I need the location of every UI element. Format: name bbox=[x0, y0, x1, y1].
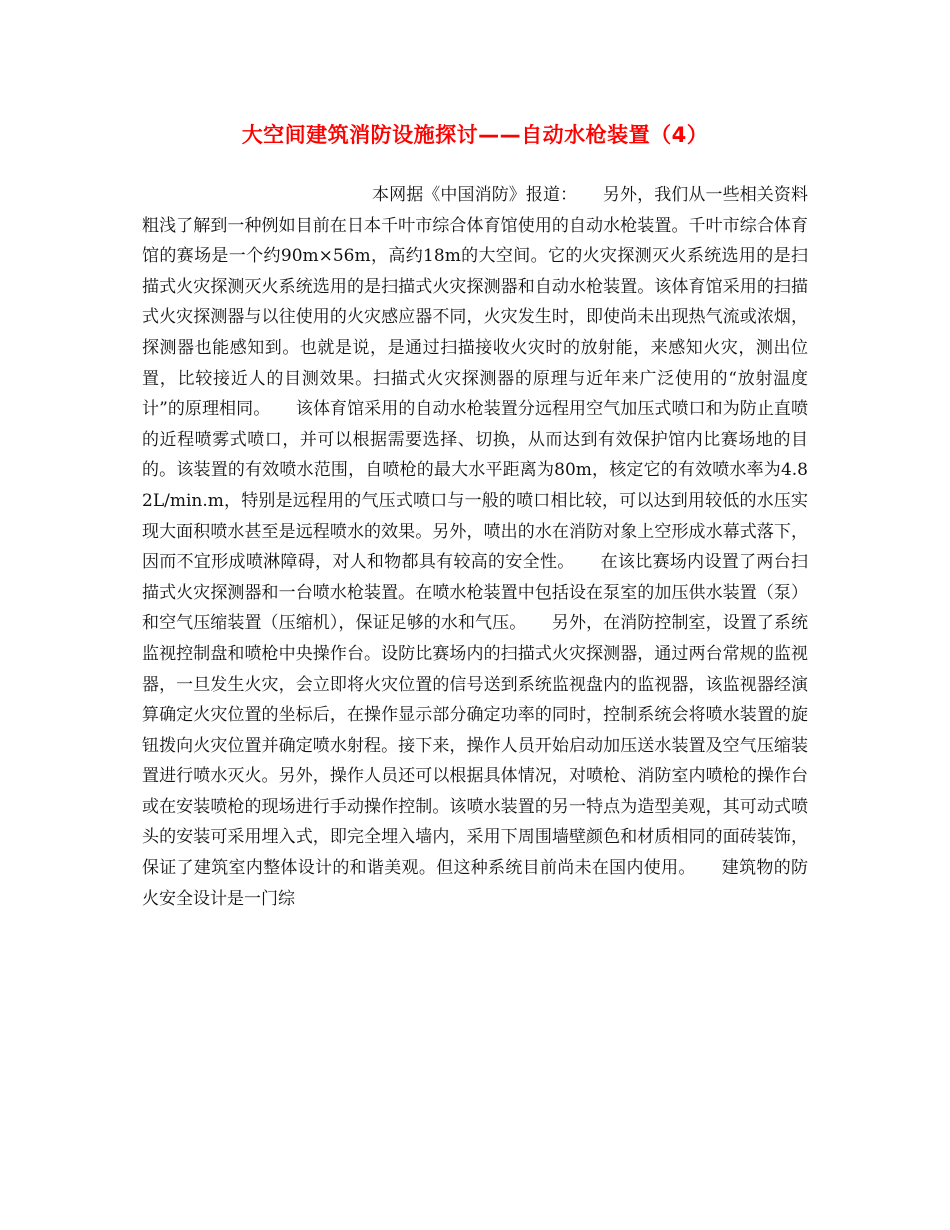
article-body: 本网据《中国消防》报道： 另外，我们从一些相关资料粗浅了解到一种例如目前在日本千叶市综合体育馆使用的自动水枪装置。千叶市综合体育馆的赛场是一个约90m×56m，高约18m的大空间。它的火灾探测灭火系统选用的是扫描式火灾探测灭火系统选用的是扫描式火灾探测器和自动水枪装置。该体育馆采用的扫描式火灾探测器与以往使用的火灾感应器不同，火灾发生时，即使尚未出现热气流或浓烟，探测器也能感知到。也就是说，是通过扫描接收火灾时的放射能，来感知火灾，测出位置，比较接近人的目测效果。扫描式火灾探测器的原理与近年来广泛使用的“放射温度计”的原理相同。 该体育馆采用的自动水枪装置分远程用空气加压式喷口和为防止直喷的近程喷雾式喷口，并可以根据需要选择、切换，从而达到有效保护馆内比赛场地的目的。该装置的有效喷水范围，自喷枪的最大水平距离为80m，核定它的有效喷水率为4.82L/min.m，特别是远程用的气压式喷口与一般的喷口相比较，可以达到用较低的水压实现大面积喷水甚至是远程喷水的效果。另外，喷出的水在消防对象上空形成水幕式落下，因而不宜形成喷淋障碍，对人和物都具有较高的安全性。 在该比赛场内设置了两台扫描式火灾探测器和一台喷水枪装置。在喷水枪装置中包括设在泵室的加压供水装置（泵）和空气压缩装置（压缩机），保证足够的水和气压。 另外，在消防控制室，设置了系统监视控制盘和喷枪中央操作台。设防比赛场内的扫描式火灾探测器，通过两台常规的监视器，一旦发生火灾，会立即将火灾位置的信号送到系统监视盘内的监视器，该监视器经演算确定火灾位置的坐标后，在操作显示部分确定功率的同时，控制系统会将喷水装置的旋钮拨向火灾位置并确定喷水射程。接下来，操作人员开始启动加压送水装置及空气压缩装置进行喷水灭火。另外，操作人员还可以根据具体情况，对喷枪、消防室内喷枪的操作台或在安装喷枪的现场进行手动操作控制。该喷水装置的另一特点为造型美观，其可动式喷头的安装可采用埋入式，即完全埋入墙内，采用下周围墙壁颜色和材质相同的面砖装饰，保证了建筑室内整体设计的和谐美观。但这种系统目前尚未在国内使用。 建筑物的防火安全设计是一门综 bbox=[142, 185, 808, 909]
document-title: 大空间建筑消防设施探讨——自动水枪装置（4） bbox=[241, 123, 709, 147]
